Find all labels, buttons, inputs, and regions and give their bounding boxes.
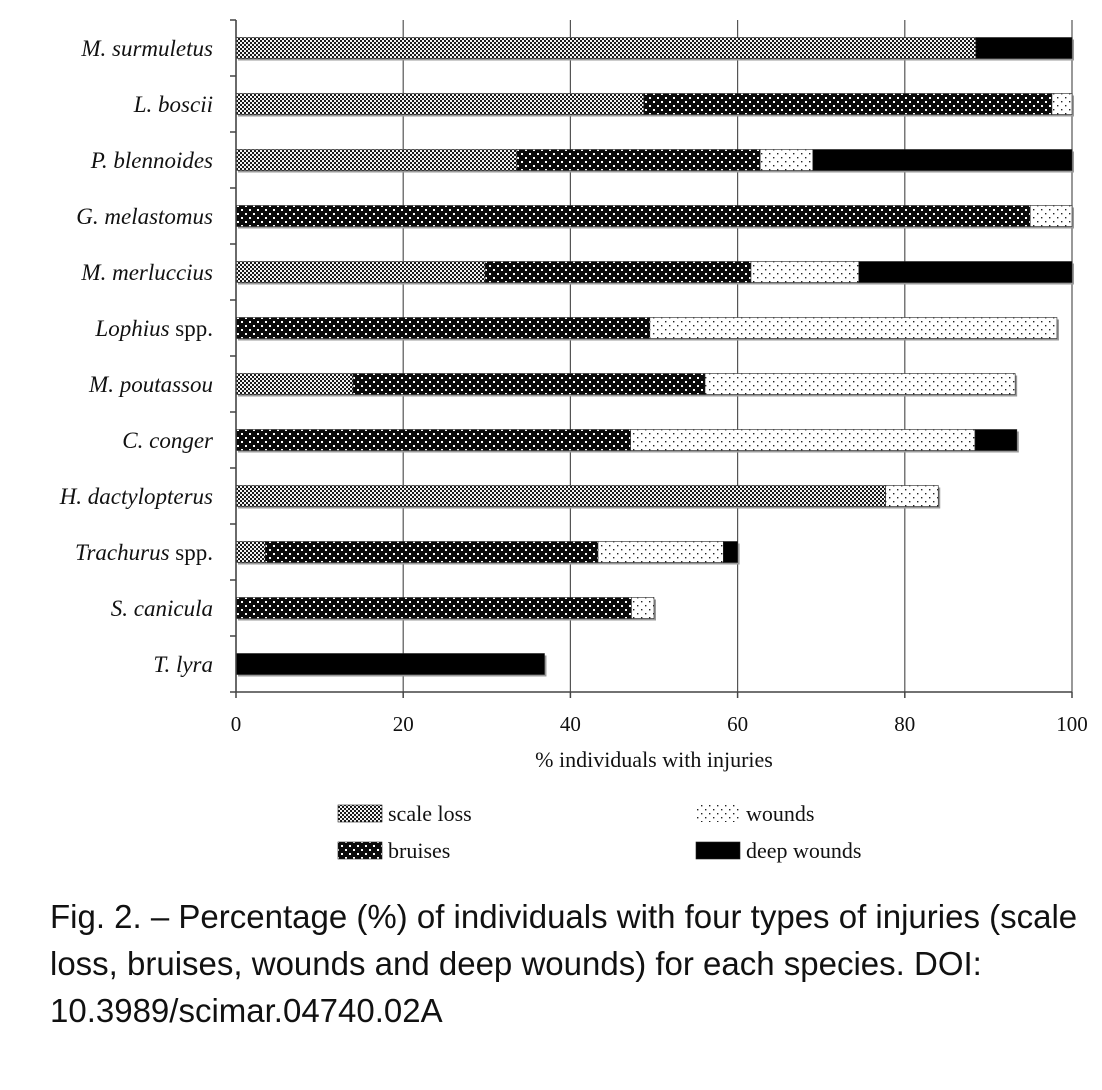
species-label: M. merluccius	[81, 260, 213, 285]
bar-segment-deep	[976, 38, 1072, 59]
bar-segment-deep	[975, 430, 1017, 451]
bar-segment-deep	[236, 654, 544, 675]
gridlines	[236, 20, 1072, 692]
legend-swatch-deep	[696, 842, 740, 859]
bar-segment-wound	[631, 598, 654, 619]
species-label: L. boscii	[133, 92, 213, 117]
bar-segment-deep	[723, 542, 737, 563]
bar-segment-scale	[236, 38, 976, 59]
species-label: M. surmuletus	[81, 36, 213, 61]
bar-segment-wound	[598, 542, 723, 563]
bar-segment-bruise	[353, 374, 705, 395]
bar-segment-wound	[705, 374, 1015, 395]
bar-segment-wound	[751, 262, 859, 283]
species-label: P. blennoides	[90, 148, 213, 173]
legend-label-scale: scale loss	[388, 801, 472, 826]
species-label: G. melastomus	[76, 204, 213, 229]
bar-segment-wound	[1030, 206, 1072, 227]
x-tick-label: 60	[727, 712, 749, 736]
species-label: T. lyra	[153, 652, 213, 677]
species-label: S. canicula	[110, 596, 213, 621]
bar-segment-bruise	[517, 150, 760, 171]
bar-segment-scale	[236, 374, 353, 395]
bar-segment-deep	[813, 150, 1072, 171]
axes	[230, 20, 1072, 698]
legend-swatch-scale	[338, 805, 382, 822]
x-axis-title: % individuals with injuries	[535, 747, 773, 772]
x-tick-label: 80	[894, 712, 916, 736]
species-label: H. dactylopterus	[59, 484, 213, 509]
legend-label-wound: wounds	[746, 801, 815, 826]
bar-segment-bruise	[236, 206, 1030, 227]
bar-segment-bruise	[485, 262, 751, 283]
bar-segment-wound	[760, 150, 813, 171]
species-label: Trachurus spp.	[74, 540, 213, 565]
x-tick-label: 40	[559, 712, 581, 736]
bar-segment-wound	[1052, 94, 1072, 115]
bar-segment-bruise	[236, 318, 650, 339]
x-tick-labels	[231, 712, 1088, 736]
bar-segment-scale	[236, 94, 644, 115]
bar-segment-bruise	[236, 430, 631, 451]
bar-segment-wound	[886, 486, 939, 507]
bar-segment-scale	[236, 150, 517, 171]
bar-segment-scale	[236, 262, 485, 283]
species-label: Lophius spp.	[95, 316, 213, 341]
legend-swatch-bruise	[338, 842, 382, 859]
bars	[236, 38, 1074, 677]
bar-segment-deep	[859, 262, 1072, 283]
legend-label-bruise: bruises	[388, 838, 451, 863]
x-tick-label: 100	[1056, 712, 1088, 736]
species-label: M. poutassou	[89, 372, 213, 397]
bar-segment-wound	[631, 430, 975, 451]
legend-label-deep: deep wounds	[746, 838, 862, 863]
legend-swatch-wound	[696, 805, 740, 822]
x-tick-label: 0	[230, 712, 242, 736]
bar-segment-scale	[236, 486, 886, 507]
x-tick-label: 20	[392, 712, 414, 736]
bar-segment-scale	[236, 542, 265, 563]
bar-segment-bruise	[644, 94, 1052, 115]
figure-caption: Fig. 2. – Percentage (%) of individuals with four types of injuries (scale loss, bruises, wounds and deep wounds) for each species. DOI: 10.3989/scimar.04740.02A	[50, 898, 1078, 1029]
legend	[338, 801, 861, 863]
bar-segment-wound	[650, 318, 1057, 339]
species-labels	[59, 36, 214, 677]
bar-segment-bruise	[265, 542, 598, 563]
bar-segment-bruise	[236, 598, 631, 619]
species-label: C. conger	[122, 428, 213, 453]
